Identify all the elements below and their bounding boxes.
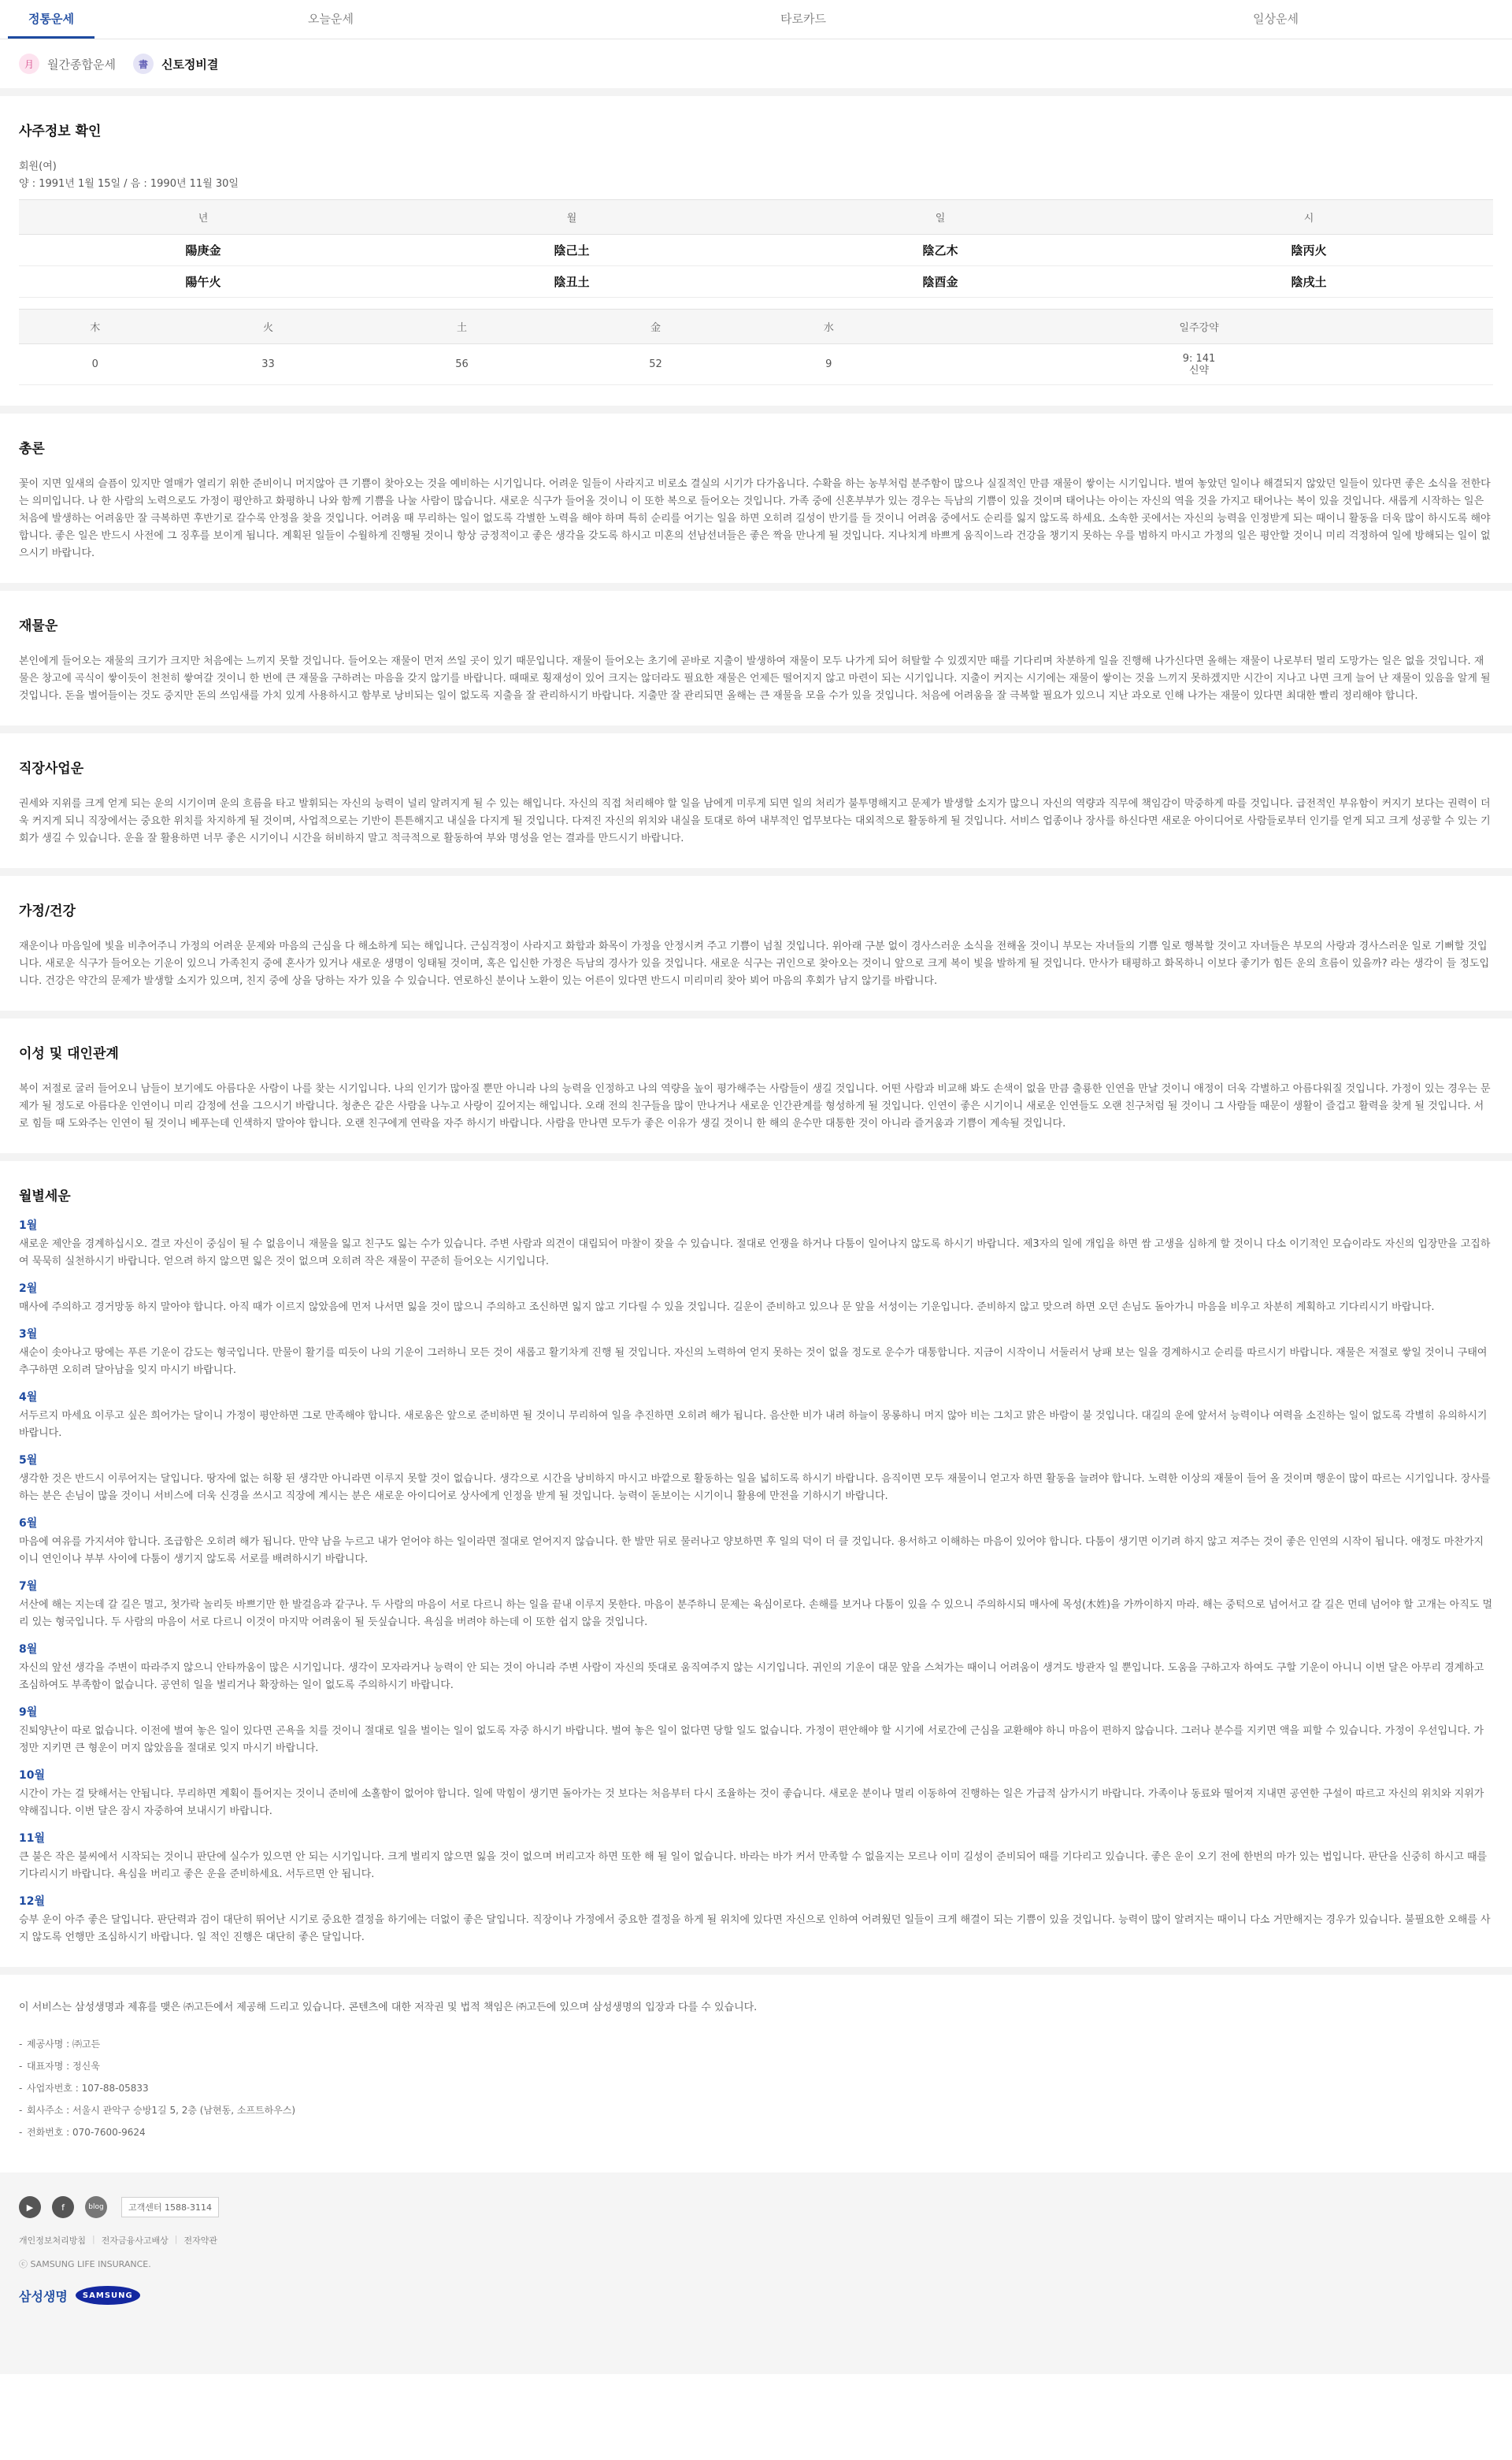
book-icon: 書 bbox=[133, 54, 154, 74]
month-label: 1월 bbox=[19, 1219, 38, 1232]
birth-date: 양 : 1991년 1월 15일 / 음 : 1990년 11월 30일 bbox=[19, 178, 239, 190]
provider-notice: 이 서비스는 삼성생명과 제휴를 맺은 ㈜고든에서 제공해 드리고 있습니다. 콘텐츠에 대한 저작권 및 법적 책임은 ㈜고든에 있으며 삼성생명의 입장과 다를 수 있습니다. bbox=[19, 2002, 758, 2013]
month-label: 11월 bbox=[19, 1832, 46, 1845]
heaven-stem: 陰己土 bbox=[387, 235, 756, 266]
provider-item: - 대표자명 : 정신욱 bbox=[19, 2059, 1493, 2073]
subnav-tojeong[interactable] bbox=[133, 54, 218, 74]
copyright: ⓒ SAMSUNG LIFE INSURANCE. bbox=[19, 2259, 151, 2269]
earth-branch: 陰酉金 bbox=[756, 266, 1125, 298]
element-header: 土 bbox=[365, 310, 559, 344]
month-text: 승부 운이 아주 좋은 달입니다. 판단력과 검이 대단히 뛰어난 시기로 중요한 결정을 하기에는 더없이 좋은 달입니다. 직장이나 가정에서 중요한 결정을 하게 될 위치에 있다면 자신으로 인하여 어려웠던 일들이 크게 해결이 되는 기쁨이 있을 것입니다. 능력이 많이 알려지는 때이니 다소 거만해지는 경우가 있습니다. 불필요한 오해를 사지 않도록 언행만 조심하시기 바랍니다. 일 적인 진행은 대단히 좋은 달입니다. bbox=[19, 1914, 1491, 1943]
earth-branch: 陰丑土 bbox=[387, 266, 756, 298]
section-title: 재물운 bbox=[19, 618, 58, 634]
subnav-monthly[interactable] bbox=[19, 54, 116, 74]
month-text: 새로운 제안을 경계하십시오. 결코 자신이 중심이 될 수 없음이니 재물을 잃고 친구도 잃는 수가 있습니다. 주변 사람과 의견이 대립되어 마찰이 잦을 수 있습니다. 절대로 언쟁을 하거나 다툼이 일어나지 않도록 하시기 바랍니다. 제3자의 일에 개입을 하면 쌈 고생을 심하게 할 것이니 다소 이기적인 모습이라도 자신의 입장만을 고집하여 묵묵히 실천하시기 바랍니다. 얻으려 하지 않으면 잃은 것이 없으며 오히려 작은 재물이 꾸준히 들어오는 시기입니다. bbox=[19, 1238, 1491, 1267]
month-text: 매사에 주의하고 경거망동 하지 말아야 합니다. 아직 때가 이르지 않았음에 먼저 나서면 잃을 것이 많으니 주의하고 조신하면 잃지 않고 기다릴 수 있을 것입니다. 길운이 준비하고 있으나 문 앞을 서성이는 기운입니다. 준비하지 않고 맞으려 하면 오던 손님도 돌아가니 마음을 비우고 차분히 계획하고 기다리시기 바랍니다. bbox=[19, 1301, 1435, 1313]
pillar-header: 년 bbox=[19, 200, 387, 235]
section-text: 재운이나 마음일에 빛을 비추어주니 가정의 어려운 문제와 마음의 근심을 다 해소하게 되는 해입니다. 근심걱정이 사라지고 화합과 화목이 가정을 안정시켜 주고 기쁨이 넘칠 것입니다. 위아래 구분 없이 경사스러운 소식을 전해올 것이니 부모는 자녀들의 기쁨 일로 행복할 것이고 자녀들은 부모의 사랑과 경사스러운 일로 기뻐할 것입니다. 새로운 식구가 들어오는 기운이 있으니 가족친지 중에 혼사가 있거나 새로운 생명이 잉태될 것이며, 혹은 입신한 가정은 득남의 경사가 있을 것입니다. 새로운 식구는 귀인으로 찾아오는 것이니 앞으로 크게 복이 빛을 발하게 될 것입니다. 만사가 태평하고 화목하니 이보다 좋기가 힘든 운의 흐름이 있을까? 라는 생각이 들 정도입니다. 건강은 약간의 문제가 발생할 소지가 있으며, 친지 중에 상을 당하는 자가 있을 수 있습니다. 연로하신 분이나 노환이 있는 어른이 있다면 반드시 미리미리 찾아 뵈어 마음의 후회가 남지 않기를 바랍니다. bbox=[19, 941, 1490, 987]
month-label: 6월 bbox=[19, 1517, 38, 1530]
section-divider bbox=[0, 1153, 1512, 1161]
month-text: 새순이 솟아나고 땅에는 푸른 기운이 감도는 형국입니다. 만물이 활기를 띠듯이 나의 기운이 그러하니 모든 것이 새롭고 활기차게 진행 될 것입니다. 자신의 노력하여 얻지 못하는 것이 없을 정도로 운수가 대통합니다. 지금이 시작이니 서둘러서 낭패 보는 일을 경계하시고 순리를 따르시기 바랍니다. 재물은 저절로 쌓일 것이니 구태여 추구하면 오히려 달아남을 잊지 마시기 바랍니다. bbox=[19, 1347, 1488, 1376]
samsung-logo: SAMSUNG bbox=[76, 2286, 140, 2305]
section-divider bbox=[0, 406, 1512, 414]
section-wealth bbox=[0, 591, 1512, 725]
pillar-header: 일 bbox=[756, 200, 1125, 235]
month-label: 12월 bbox=[19, 1895, 46, 1908]
facebook-icon[interactable]: f bbox=[52, 2196, 74, 2218]
samsung-life-logo: 삼성생명 bbox=[19, 2288, 68, 2304]
month-text: 서산에 해는 지는데 갈 길은 멀고, 첫가락 놀리듯 바쁘기만 한 발걸음과 같구나. 두 사람의 마음이 서로 다르니 하는 일을 끝내 이루지 못한다. 마음이 분주하니 문제는 육심이로다. 손해를 보거나 다툼이 있을 수 있으니 주의하시되 매사에 목성(木姓)을 가까이하지 마라. 해는 중턱으로 넘어서고 갈 길은 먼데 넘어야 할 고개는 아직도 멀리 있는 형국입니다. 두 사람의 마음이 서로 다르니 이것이 마지막 어려움이 될 듯싶습니다. 욕심을 버려야 하는데 이 또한 쉽지 않을 것입니다. bbox=[19, 1599, 1493, 1628]
month-text: 진퇴양난이 따로 없습니다. 이전에 벌여 놓은 일이 있다면 곤욕을 치를 것이니 절대로 일을 벌이는 일이 없도록 자중 하시기 바랍니다. 벌여 놓은 일이 없다면 당할 일도 없습니다. 가정이 편안해야 할 시기에 서로간에 근심을 교환해야 하니 마음이 편하지 않습니다. 그러나 분수를 지키면 액을 피할 수 있습니다. 가정이 우선입니다. 가정만 지키면 큰 형운이 머지 않았음을 절대로 잊지 마시기 바랍니다. bbox=[19, 1725, 1484, 1754]
saju-info-section bbox=[0, 96, 1512, 406]
earth-branch: 陰戌土 bbox=[1125, 266, 1493, 298]
strength-label: 신약 bbox=[1188, 364, 1210, 377]
section-divider bbox=[0, 88, 1512, 96]
footer-logos bbox=[19, 2286, 1493, 2305]
saju-title: 사주정보 확인 bbox=[19, 124, 102, 139]
section-career bbox=[0, 733, 1512, 868]
month-label: 4월 bbox=[19, 1391, 38, 1404]
month-text: 큰 불은 작은 불씨에서 시작되는 것이니 판단에 실수가 있으면 안 되는 시기입니다. 크게 벌리지 않으면 잃을 것이 없으며 버리고자 하면 또한 해 될 일이 없습니다. 바라는 바가 커서 만족할 수 없을지는 모르나 이미 길성이 준비되어 때를 기다리고 있습니다. 좋은 운이 오기 전에 한번의 마가 있는 법입니다. 판단을 신중히 하시고 때를 기다리시기 바랍니다. 욕심을 버리고 좋은 운을 준비하세요. 서두르면 안 됩니다. bbox=[19, 1851, 1488, 1880]
element-header: 火 bbox=[172, 310, 365, 344]
moon-icon: 月 bbox=[19, 54, 39, 74]
element-value: 0 bbox=[19, 344, 172, 385]
element-value: 33 bbox=[172, 344, 365, 385]
pillar-table bbox=[19, 199, 1493, 298]
section-general bbox=[0, 414, 1512, 583]
tab-traditional[interactable]: 정통운세 bbox=[8, 0, 94, 39]
section-text: 권세와 지위를 크게 얻게 되는 운의 시기이며 운의 흐름을 타고 발휘되는 자신의 능력이 널리 알려지게 될 수 있는 해입니다. 자신의 직접 처리해야 할 일을 남에게 미루게 되면 일의 처리가 불투명해지고 문제가 발생할 소지가 많으니 자신의 역량과 직무에 책임감이 막중하게 따를 것입니다. 급전적인 부유함이 커지기 보다는 권력이 더욱 커지게 되니 직장에서는 중요한 위치를 차지하게 될 것이며, 사업적으로는 기반이 튼튼해지고 내실을 다지게 될 것입니다. 다져진 자신의 위치와 내실을 토대로 하여 내부적인 업무보다는 대외적으로 활동하게 될 것입니다. 서비스 업종이나 장사를 하신다면 새로운 아이디어로 사람들로부터 인기를 얻게 되고 크게 성공할 수 있는 기회가 생길 수 있습니다. 운을 잘 활용하면 너무 좋은 시기이니 시간을 허비하지 말고 적극적으로 활동하여 부와 명성을 얻는 결과를 만드시기 바랍니다. bbox=[19, 798, 1491, 844]
sns-links bbox=[19, 2196, 1493, 2218]
section-text: 본인에게 들어오는 재물의 크기가 크지만 처음에는 느끼지 못할 것입니다. 들어오는 재물이 먼저 쓰일 곳이 있기 때문입니다. 재물이 들어오는 초기에 곧바로 지출이 발생하여 재물이 모두 나가게 되어 허탈할 수 있겠지만 때를 기다리며 차분하게 일을 진행해 나가신다면 올해는 재물이 나로부터 멀리 도망가는 일은 없을 것입니다. 재물은 창고에 곡식이 쌓이듯이 천천히 쌓여갈 것이니 한 번에 큰 재물을 구하려는 마음을 갖지 않기를 바랍니다. 때때로 횡재성이 있어 크지는 않더라도 필요한 재물은 언제든 떨어지지 않고 마련이 되는 시기입니다. 지출이 커지는 시기에는 재물이 쌓이는 것을 느끼지 못하겠지만 시간이 지나고 나면 크게 늘어 난 재물이 있음을 알게 될 것입니다. 돈을 벌어들이는 것도 중지만 돈의 쓰임새를 가치 있게 사용하시고 함부로 낭비되는 일이 없도록 지출을 잘 관리하시기 바랍니다. 지출만 잘 관리되면 올해는 큰 재물을 모을 수가 있을 것입니다. 처음에 어려움을 잘 극복할 필요가 있으니 지난 과오로 인해 나가는 재물이 있다면 최대한 빨리 정리해야 합니다. bbox=[19, 655, 1491, 702]
sub-navigation bbox=[0, 39, 1512, 88]
month-text: 시간이 가는 걸 탓해서는 안됩니다. 무리하면 계획이 틀어지는 것이니 준비에 소홀함이 없어야 합니다. 일에 막힘이 생기면 돌아가는 것 보다는 처음부터 다시 조율하는 것이 좋습니다. 새로운 분이나 멀리 이동하여 진행하는 일은 가급적 삼가시기 바랍니다. 가족이나 동료와 떨어져 지내면 공연한 구설이 따르고 자신의 위치와 지위가 약해집니다. 이번 달은 잠시 자중하여 보내시기 바랍니다. bbox=[19, 1788, 1484, 1817]
month-text: 생각한 것은 반드시 이루어지는 달입니다. 땅자에 없는 허황 된 생각만 아니라면 이루지 못할 것이 없습니다. 생각으로 시간을 낭비하지 마시고 바깥으로 활동하는 일을 넓히도록 하시기 바랍니다. 음직이면 모두 재물이니 얻고자 하면 활동을 늘려야 합니다. 노력한 이상의 재물이 들어 올 것이며 행운이 많이 따르는 시기입니다. 장사를 하는 분은 손님이 많을 것이니 서비스에 더욱 신경을 쓰시고 직장에 계시는 분은 새로운 아이디어로 상사에게 인정을 받게 될 것입니다. 능력이 돋보이는 시기이니 활용에 만전을 기하시기 바랍니다. bbox=[19, 1473, 1491, 1502]
strength-score: 9: 141 bbox=[1182, 352, 1216, 365]
earth-branch: 陽午火 bbox=[19, 266, 387, 298]
month-label: 7월 bbox=[19, 1580, 38, 1593]
provider-list bbox=[19, 2037, 1493, 2139]
top-tabs bbox=[0, 0, 1512, 39]
section-title: 이성 및 대인관계 bbox=[19, 1046, 119, 1062]
section-family-health bbox=[0, 876, 1512, 1011]
section-title: 가정/건강 bbox=[19, 903, 76, 919]
section-text: 꽃이 지면 잎새의 슬픔이 있지만 열매가 열리기 위한 준비이니 머지않아 큰 기쁨이 찾아오는 것을 예비하는 시기입니다. 어려운 일들이 사라지고 비로소 결실의 시기가 다가옵니다. 수확을 하는 농부처럼 분주함이 많으나 실질적인 만큼 재물이 쌓이는 시기입니다. 벌여 놓았던 일이나 해결되지 않았던 일들이 있다면 좋은 소식을 전한다는 의미입니다. 나 한 사람의 노력으로도 가정이 평안하고 화평하니 나와 함께 기쁨을 나눌 사람이 많습니다. 새로운 식구가 들어올 것이니 이 또한 복으로 들어오는 것입니다. 가족 중에 신혼부부가 있는 경우는 득남의 기쁨이 있을 것이며 태어나는 아이는 자신의 역을 것을 가지고 태어나는 복이 있을 것입니다. 새롭게 시작하는 일은 처음에 발생하는 어려움만 잘 극복하면 후반기로 갈수록 안정을 찾을 것입니다. 어려움 때 무리하는 일이 없도록 각별한 노력을 해야 하며 특히 순리를 어기는 일을 하면 오히려 길성이 반기를 들 것이니 어려움 중에서도 순리를 잃지 않도록 하세요. 소속한 곳에서는 자신의 능력을 인정받게 되는 때이니 활동을 더욱 많이 하시도록 해야 합니다. 좋은 일은 반드시 사전에 그 징후를 보이게 됩니다. 계획된 일들이 수월하게 진행될 것이니 항상 긍정적이고 좋은 생각을 갖도록 하시고 미혼의 선남선녀들은 좋은 짝을 만나게 될 것입니다. 지나치게 바쁘게 움직이느라 건강을 챙기지 못하는 우를 범하지 마시고 가정의 일은 평안할 것이니 미리 걱정하여 일에 방해되는 일이 없으시기 바랍니다. bbox=[19, 478, 1491, 559]
e-terms-link[interactable]: 전자약관 bbox=[183, 2236, 217, 2246]
provider-info bbox=[0, 1975, 1512, 2172]
customer-center-badge[interactable]: 고객센터 1588-3114 bbox=[121, 2197, 219, 2217]
element-header: 金 bbox=[559, 310, 753, 344]
provider-item: - 사업자번호 : 107-88-05833 bbox=[19, 2081, 1493, 2095]
month-text: 마음에 여유를 가지셔야 합니다. 조급함은 오히려 해가 됩니다. 만약 남을 누르고 내가 얻어야 하는 일이라면 절대로 얻어지지 않습니다. 한 발만 뒤로 물러나고 양보하면 후 일의 덕이 더 클 것입니다. 용서하고 이해하는 마음이 있어야 합니다. 다툼이 생기면 이기려 하지 않고 져주는 것이 좋은 인연의 시작이 됩니다. 애정도 마찬가지이니 연인이나 부부 사이에 다툼이 생기지 않도록 서로를 배려하시기 바랍니다. bbox=[19, 1536, 1484, 1565]
section-title: 총론 bbox=[19, 441, 45, 457]
heaven-stem: 陽庚金 bbox=[19, 235, 387, 266]
youtube-icon[interactable]: ▶ bbox=[19, 2196, 41, 2218]
footer-links bbox=[19, 2234, 1493, 2247]
month-text: 자신의 앞선 생각을 주변이 따라주지 않으니 안타까움이 많은 시기입니다. 생각이 모자라거나 능력이 안 되는 것이 아니라 주변 사람이 자신의 뜻대로 움직여주지 않는 시기입니다. 귀인의 기운이 대문 앞을 스쳐가는 때이니 어려움이 생겨도 방관자 일 뿐입니다. 도움을 구하고자 하여도 구할 기운이 아니니 이번 달은 아무리 경계하고 조심하여도 부족함이 없습니다. 공연히 일을 벌리거나 확장하는 일이 없도록 주의하시기 바랍니다. bbox=[19, 1662, 1484, 1691]
section-divider bbox=[0, 868, 1512, 876]
e-finance-link[interactable]: 전자금융사고배상 bbox=[101, 2236, 169, 2246]
month-label: 2월 bbox=[19, 1282, 38, 1295]
tab-today[interactable]: 오늘운세 bbox=[308, 12, 354, 26]
month-label: 8월 bbox=[19, 1643, 38, 1656]
section-title: 직장사업운 bbox=[19, 761, 84, 777]
link-separator: | bbox=[174, 2234, 178, 2244]
month-label: 10월 bbox=[19, 1769, 46, 1782]
element-header: 일주강약 bbox=[905, 310, 1493, 344]
subnav-tojeong-label: 신토정비결 bbox=[161, 57, 219, 72]
provider-item: - 회사주소 : 서울시 관악구 승방1길 5, 2층 (남현동, 소프트하우스) bbox=[19, 2103, 1493, 2117]
privacy-policy-link[interactable]: 개인정보처리방침 bbox=[19, 2236, 87, 2246]
section-monthly bbox=[0, 1161, 1512, 1967]
section-divider bbox=[0, 1967, 1512, 1975]
provider-item: - 제공사명 : ㈜고든 bbox=[19, 2037, 1493, 2051]
heaven-stem: 陰丙火 bbox=[1125, 235, 1493, 266]
element-header: 水 bbox=[753, 310, 906, 344]
month-text: 서두르지 마세요 이루고 싶은 희어가는 달이니 가정이 평안하면 그로 만족해야 합니다. 새로움은 앞으로 준비하면 될 것이니 무리하여 일을 추진하면 오히려 해가 됩니다. 음산한 비가 내려 하늘이 몽롱하니 머지 않아 비는 그치고 맑은 바람이 불 것입니다. 대길의 운에 앞서서 능력이나 여력을 소진하는 일이 없도록 각별히 유의하시기 바랍니다. bbox=[19, 1410, 1488, 1439]
heaven-stem: 陰乙木 bbox=[756, 235, 1125, 266]
pillar-header: 월 bbox=[387, 200, 756, 235]
tab-tarot[interactable]: 타로카드 bbox=[780, 12, 826, 26]
section-title: 월별세운 bbox=[19, 1189, 71, 1204]
pillar-header: 시 bbox=[1125, 200, 1493, 235]
blog-icon[interactable]: blog bbox=[85, 2196, 107, 2218]
provider-item: - 전화번호 : 070-7600-9624 bbox=[19, 2125, 1493, 2139]
element-table bbox=[19, 309, 1493, 385]
section-divider bbox=[0, 725, 1512, 733]
month-label: 9월 bbox=[19, 1706, 38, 1719]
month-label: 5월 bbox=[19, 1454, 38, 1467]
link-separator: | bbox=[92, 2234, 95, 2244]
tab-daily[interactable]: 일상운세 bbox=[1253, 12, 1299, 26]
month-label: 3월 bbox=[19, 1328, 38, 1341]
member-name: 회원(여) bbox=[19, 161, 57, 173]
site-footer bbox=[0, 2172, 1512, 2374]
element-value: 56 bbox=[365, 344, 559, 385]
strength-value bbox=[905, 344, 1493, 385]
section-divider bbox=[0, 1011, 1512, 1019]
element-value: 9 bbox=[753, 344, 906, 385]
element-header: 木 bbox=[19, 310, 172, 344]
subnav-monthly-label: 월간종합운세 bbox=[47, 57, 116, 72]
element-value: 52 bbox=[559, 344, 753, 385]
section-text: 복이 저절로 굴러 들어오니 남들이 보기에도 아름다운 사람이 나를 찾는 시기입니다. 나의 인기가 많아질 뿐만 아니라 나의 능력을 인정하고 나의 역량을 높이 평가해주는 사람들이 생길 것입니다. 어떤 사람과 비교해 봐도 손색이 없을 만큼 출룡한 인연을 만날 것이니 애정이 더욱 각별하고 아름다워질 것입니다. 가정이 있는 경우는 문제가 될 정도로 아름다운 인연이니 미리 감정에 선을 그으시기 바랍니다. 청춘은 같은 사람을 나누고 사랑이 깊어지는 해입니다. 오래 전의 친구들을 많이 만나거나 새로운 인간관계를 형성하게 될 것입니다. 인연이 좋은 시기이니 새로운 인연들도 오랜 친구처럼 될 것이니 그 사람들 때문이 생활이 즐겁고 활력을 찾게 될 것입니다. 서로 힘들 때 도와주는 인연이 될 것이니 베푸는데 인색하지 말아야 합니다. 오랜 친구에게 연락을 자주 하시기 바랍니다. 사람을 만나면 모두가 좋은 이유가 생길 것이니 한 해의 운수만 대통한 것이 아니라 즐거움과 기쁨이 계속될 것입니다. bbox=[19, 1083, 1491, 1130]
section-relations bbox=[0, 1019, 1512, 1153]
section-divider bbox=[0, 583, 1512, 591]
